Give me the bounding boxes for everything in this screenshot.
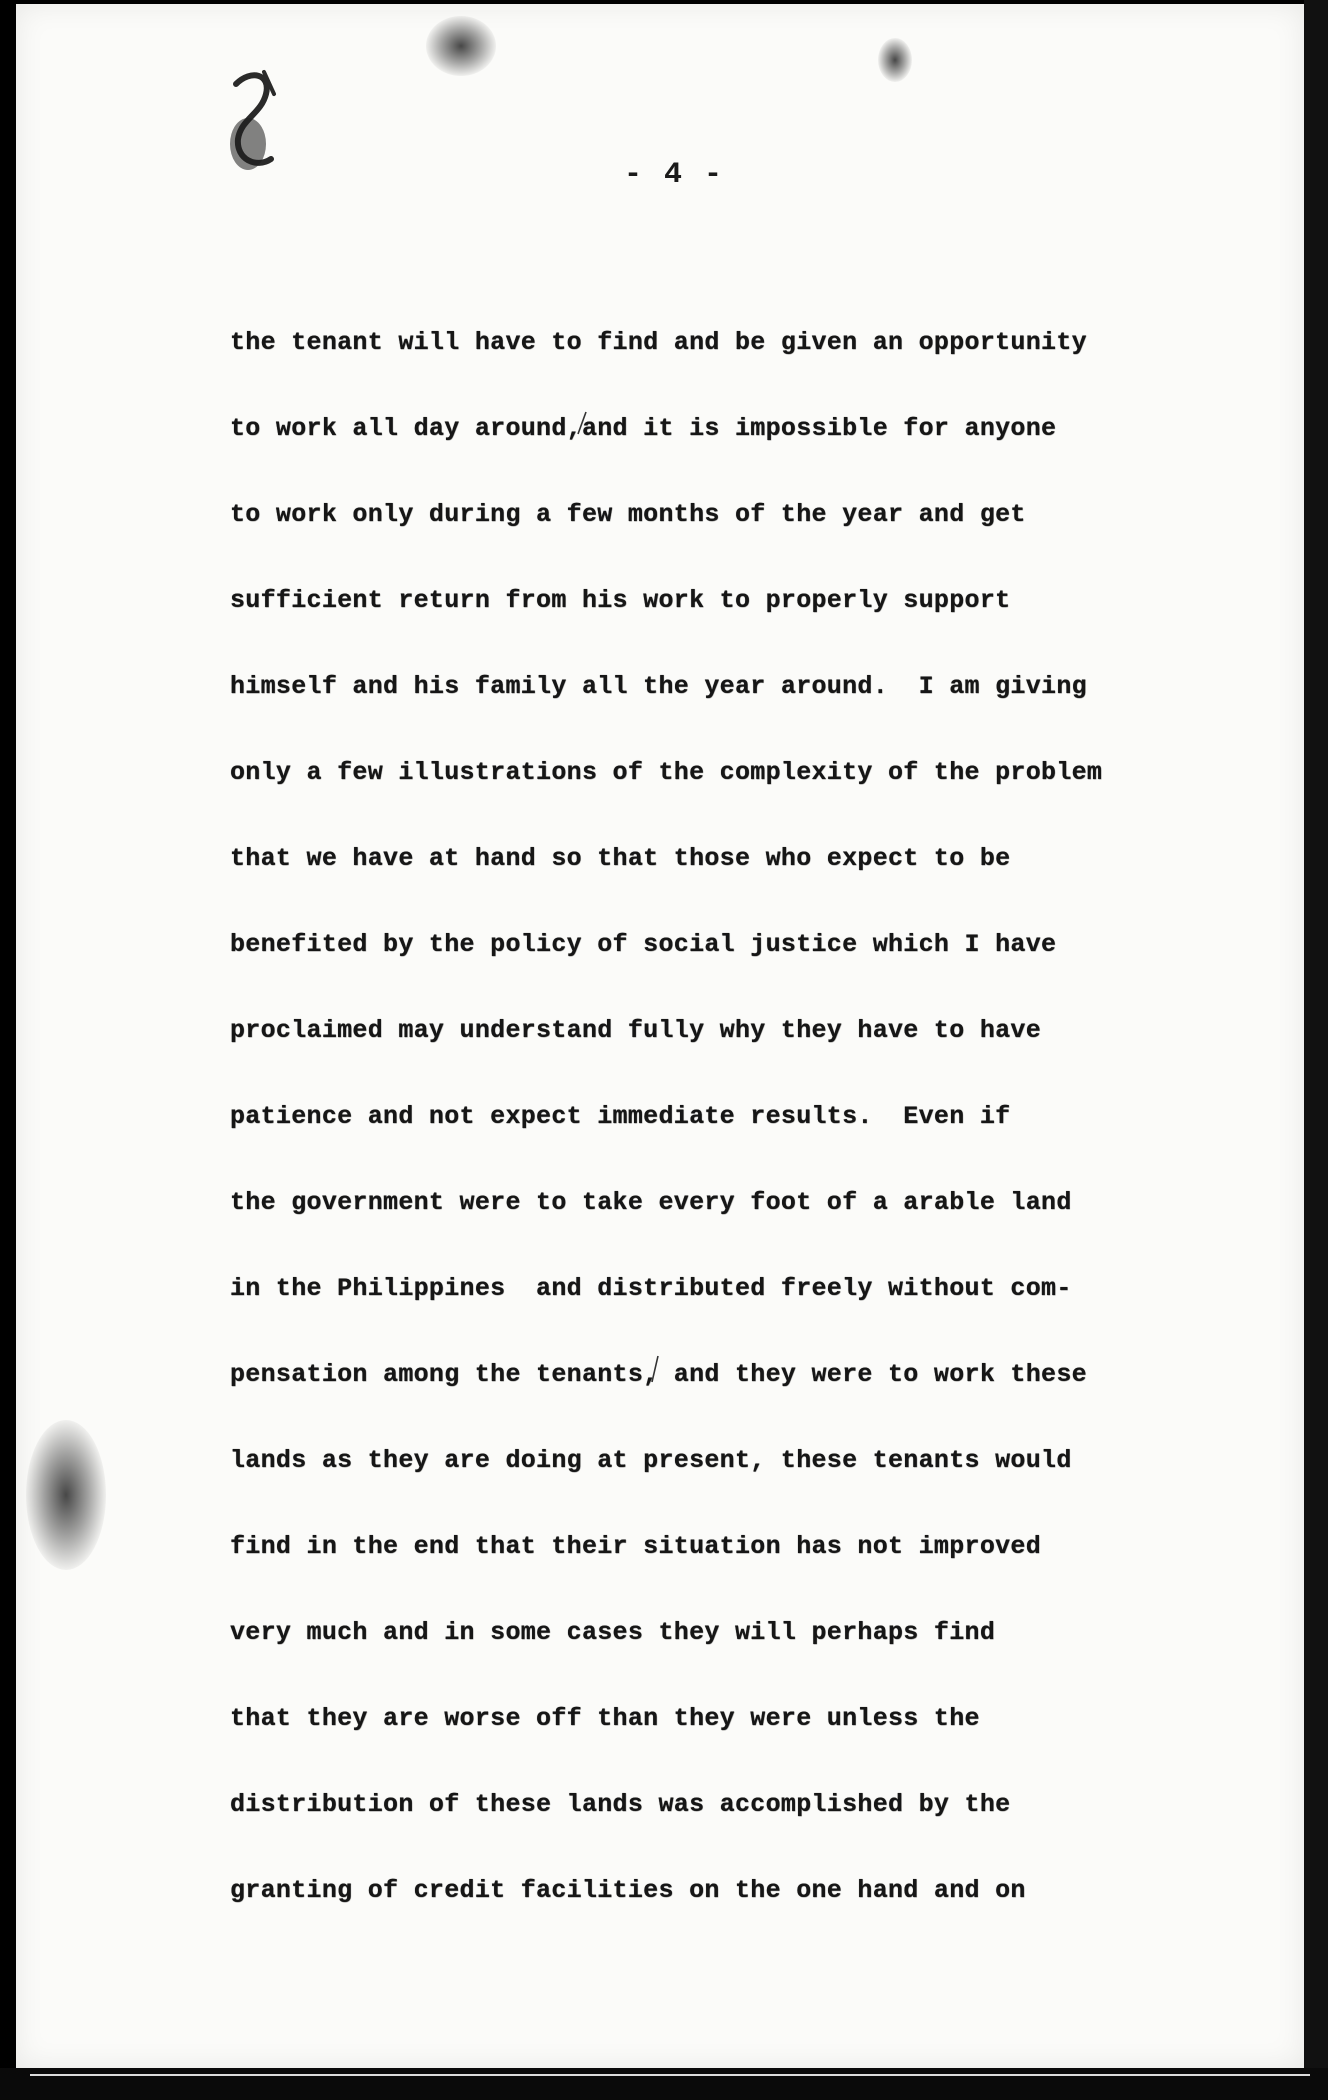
- text-line: find in the end that their situation has not improved: [230, 1532, 1042, 1561]
- text-line: only a few illustrations of the complexity of the problem: [230, 758, 1103, 787]
- text-line: pensation among the tenants, and they were to work these: [230, 1360, 1087, 1389]
- text-line: patience and not expect immediate results. Even if: [230, 1102, 1011, 1131]
- text-line: proclaimed may understand fully why they have to have: [230, 1016, 1042, 1045]
- text-line: to work all day around,and it is impossible for anyone: [230, 414, 1057, 443]
- text-line: benefited by the policy of social justice which I have: [230, 930, 1057, 959]
- text-line: granting of credit facilities on the one hand and on: [230, 1876, 1026, 1905]
- text-line: to work only during a few months of the year and get: [230, 500, 1026, 529]
- text-line: himself and his family all the year around. I am giving: [230, 672, 1087, 701]
- text-line: lands as they are doing at present, these tenants would: [230, 1446, 1072, 1475]
- text-line: in the Philippines and distributed freely without com-: [230, 1274, 1072, 1303]
- text-line: that they are worse off than they were unless the: [230, 1704, 980, 1733]
- page-number: - 4 -: [623, 158, 724, 192]
- ink-smudge-top: [426, 16, 496, 76]
- scan-bottom-edge: [0, 2068, 1328, 2100]
- text-line: the government were to take every foot of a arable land: [230, 1188, 1072, 1217]
- pencil-comma-mark: [572, 408, 592, 438]
- text-line: distribution of these lands was accomplished by the: [230, 1790, 1011, 1819]
- text-line: sufficient return from his work to properly support: [230, 586, 1011, 615]
- body-text: [230, 300, 1230, 1934]
- text-line: the tenant will have to find and be given an opportunity: [230, 328, 1087, 357]
- ink-smudge-top-right: [878, 38, 912, 82]
- text-line: very much and in some cases they will perhaps find: [230, 1618, 996, 1647]
- ink-smudge-left: [26, 1420, 106, 1570]
- scan-right-edge: [1304, 0, 1328, 2100]
- pencil-comma-mark: [646, 1352, 666, 1386]
- scan-bottom-rule: [30, 2074, 1310, 2076]
- text-line: that we have at hand so that those who expect to be: [230, 844, 1011, 873]
